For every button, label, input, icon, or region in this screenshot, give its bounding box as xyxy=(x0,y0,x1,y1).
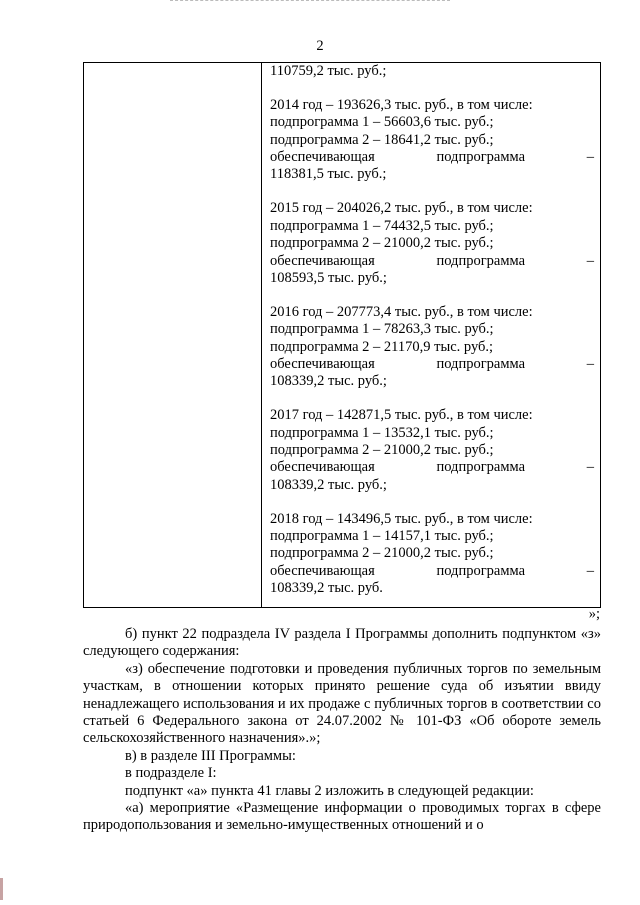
funding-word: обеспечивающая xyxy=(270,252,375,269)
paragraph: б) пункт 22 подраздела IV раздела I Программы дополнить подпунктом «з» следующего содержания: xyxy=(83,626,601,660)
funding-word: обеспечивающая xyxy=(270,562,375,579)
funding-line: подпрограмма 2 – 21000,2 тыс. руб.; xyxy=(270,545,494,562)
funding-line: подпрограмма 1 – 56603,6 тыс. руб.; xyxy=(270,114,494,131)
funding-line-justified xyxy=(270,563,594,580)
funding-line: 110759,2 тыс. руб.; xyxy=(270,63,387,79)
funding-word: – xyxy=(586,149,594,166)
funding-line: подпрограмма 2 – 18641,2 тыс. руб.; xyxy=(270,131,494,148)
funding-line: 2016 год – 207773,4 тыс. руб., в том числе: xyxy=(270,303,533,320)
funding-line: подпрограмма 2 – 21170,9 тыс. руб.; xyxy=(270,338,494,355)
body-text xyxy=(83,626,601,835)
table-closing-quote: »; xyxy=(588,606,600,622)
funding-line-justified xyxy=(270,356,594,373)
funding-line: 118381,5 тыс. руб.; xyxy=(270,166,387,183)
funding-line: 2015 год – 204026,2 тыс. руб., в том числе: xyxy=(270,200,533,217)
funding-line: подпрограмма 2 – 21000,2 тыс. руб.; xyxy=(270,442,494,459)
scan-edge-mark xyxy=(0,878,3,900)
funding-line: 108339,2 тыс. руб. xyxy=(270,580,383,597)
funding-line: 108339,2 тыс. руб.; xyxy=(270,373,387,390)
line-gap xyxy=(270,80,594,97)
page-number: 2 xyxy=(316,38,324,54)
funding-line: подпрограмма 2 – 21000,2 тыс. руб.; xyxy=(270,235,494,252)
paragraph: подпункт «а» пункта 41 главы 2 изложить в следующей редакции: xyxy=(125,782,534,799)
funding-word: – xyxy=(586,562,594,579)
funding-line: подпрограмма 1 – 14157,1 тыс. руб.; xyxy=(270,528,494,545)
table-column-divider xyxy=(261,63,262,607)
funding-word: подпрограмма xyxy=(436,562,526,579)
paragraph: «а) мероприятие «Размещение информации о проводимых торгах в сфере природопользования и земельно-имущественных отношений и о xyxy=(83,800,601,834)
line-gap xyxy=(270,494,594,511)
budget-table xyxy=(83,62,601,608)
funding-word: – xyxy=(586,355,594,372)
scan-artifact xyxy=(170,0,450,3)
paragraph: в) в разделе III Программы: xyxy=(125,747,296,764)
funding-word: подпрограмма xyxy=(436,355,526,372)
table-cell-funding xyxy=(270,63,594,598)
funding-line-justified xyxy=(270,149,594,166)
line-gap xyxy=(270,287,594,304)
funding-line: подпрограмма 1 – 74432,5 тыс. руб.; xyxy=(270,217,494,234)
funding-line: 2018 год – 143496,5 тыс. руб., в том числе: xyxy=(270,510,533,527)
funding-line-justified xyxy=(270,253,594,270)
funding-word: обеспечивающая xyxy=(270,355,375,372)
funding-line: подпрограмма 1 – 13532,1 тыс. руб.; xyxy=(270,424,494,441)
line-gap xyxy=(270,391,594,408)
funding-line: 2017 год – 142871,5 тыс. руб., в том числе: xyxy=(270,407,533,424)
funding-word: обеспечивающая xyxy=(270,149,375,166)
funding-word: подпрограмма xyxy=(436,252,526,269)
paragraph: «з) обеспечение подготовки и проведения публичных торгов по земельным участкам, в отношении которых принято решение суда об изъятии ввиду ненадлежащего использования и их продаже с публичных торгов в соответствии со статьей 6 Федерального закона от 24.07.2002 № 101-ФЗ «Об обороте земель сельскохозяйственного назначения».»; xyxy=(83,660,601,747)
funding-word: подпрограмма xyxy=(436,459,526,476)
funding-line: 108339,2 тыс. руб.; xyxy=(270,476,387,493)
line-gap xyxy=(270,184,594,201)
funding-word: обеспечивающая xyxy=(270,459,375,476)
funding-line-justified xyxy=(270,459,594,476)
funding-line: подпрограмма 1 – 78263,3 тыс. руб.; xyxy=(270,321,494,338)
paragraph: в подразделе I: xyxy=(125,765,217,782)
funding-word: – xyxy=(586,459,594,476)
funding-line: 2014 год – 193626,3 тыс. руб., в том числе: xyxy=(270,96,533,113)
funding-word: – xyxy=(586,252,594,269)
funding-word: подпрограмма xyxy=(436,149,526,166)
funding-line: 108593,5 тыс. руб.; xyxy=(270,269,387,286)
